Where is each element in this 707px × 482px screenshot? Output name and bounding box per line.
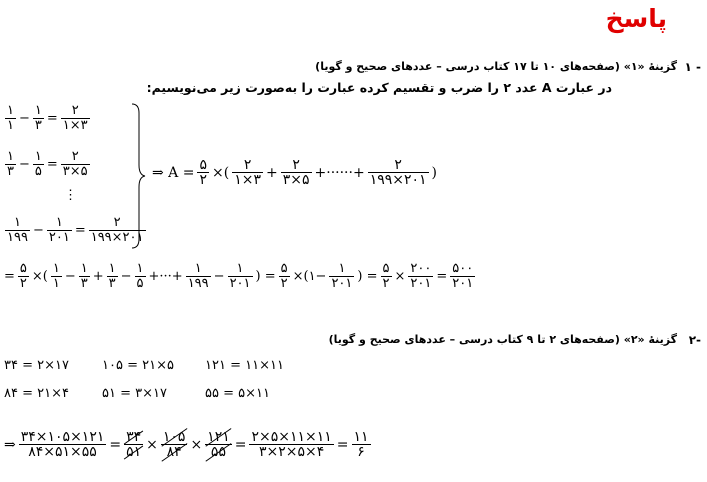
identity-row-1: ۱ ۱ − ۱ ۳ = ۲ ۱×۳ [7,103,88,133]
fact-121: ۱۲۱ = ۱۱×۱۱ [205,358,284,373]
q2-final-expression: ⇒ ۳۴×۱۰۵×۱۲۱ ۸۴×۵۱×۵۵ = ۳۴ ۵۱ × ۱۰۵ ۸۴ × ۱۲۱ ۵۵ = ۲×۵×۱۱×۱۱ ۳×۲×۵×۴ = ۱۱ ۶ [4,429,369,460]
question-1-number: ۱ - [684,60,701,74]
identity-row-3: ۱ ۱۹۹ − ۱ ۲۰۱ = ۲ ۱۹۹×۲۰۱ [7,215,144,245]
fact-34: ۳۴ = ۲×۱۷ [4,358,69,373]
telescoping-line: = ۵ ۲ ×( ۱ ۱ − ۱ ۳ + ۱ ۳ − ۱ ۵ +···+ ۱ ۱۹۹ − ۱ ۲۰۱ ) = ۵ ۲ ×(۱− ۱ ۲۰۱ ) = ۵ ۲ × ۲۰۰ ۲۰۱ = ۵۰۰ ۲۰۱ [4,261,474,291]
question-2-number: ۲- [688,333,701,347]
question-1-intro: در عبارت A عدد ۲ را ضرب و تقسیم کرده عبارت را به‌صورت زیر می‌نویسیم: [146,80,612,95]
fact-105: ۱۰۵ = ۲۱×۵ [102,358,174,373]
answer-title: پاسخ [605,4,667,33]
right-brace [130,103,146,249]
fact-84: ۸۴ = ۲۱×۴ [4,386,69,401]
question-2-label: گزینۀ «۲» (صفحه‌های ۲ تا ۹ کتاب درسی – عددهای صحیح و گویا) [328,333,677,346]
fact-55: ۵۵ = ۵×۱۱ [205,386,270,401]
question-1-label: گزینۀ «۱» (صفحه‌های ۱۰ تا ۱۷ کتاب درسی – عددهای صحیح و گویا) [315,60,677,73]
fact-51: ۵۱ = ۳×۱۷ [102,386,167,401]
identity-row-2: ۱ ۳ − ۱ ۵ = ۲ ۳×۵ [7,149,88,179]
a-expression: ⇒ A = ۵ ۲ ×( ۲ ۱×۳ + ۲ ۳×۵ +······+ ۲ ۱۹۹×۲۰۱ ) [152,157,438,188]
vertical-dots: ⋮ [64,188,77,203]
